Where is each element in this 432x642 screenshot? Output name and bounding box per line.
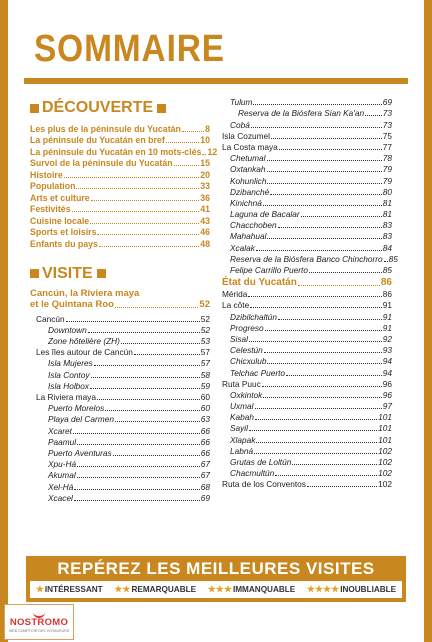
entry-label: Chacchoben xyxy=(230,220,277,231)
toc-entry[interactable] xyxy=(30,237,210,249)
region-heading[interactable] xyxy=(30,288,210,310)
entry-label: Xcalak xyxy=(230,242,255,253)
state-label: État du Yucatán xyxy=(222,277,297,288)
entry-label: Progreso xyxy=(230,322,264,333)
entry-page: 33 xyxy=(200,181,210,191)
dot-leader xyxy=(265,330,382,331)
entry-page: 91 xyxy=(382,300,392,311)
visite-heading-label: VISITE xyxy=(42,264,93,282)
dot-leader xyxy=(267,183,381,184)
toc-entry[interactable] xyxy=(222,378,392,389)
entry-label: Isla Mujeres xyxy=(48,358,93,369)
toc-entry[interactable] xyxy=(30,134,210,146)
toc-entry[interactable] xyxy=(30,436,210,447)
entry-page: 91 xyxy=(382,322,392,333)
logo-tagline: WEB COMPTOIR DES VOYAGEURS xyxy=(8,629,70,633)
dot-leader xyxy=(90,388,200,389)
entry-page: 96 xyxy=(382,378,392,389)
entry-page: 84 xyxy=(382,242,392,253)
entry-label: Oxtankah xyxy=(230,164,266,175)
legend-item xyxy=(208,584,296,595)
entry-label: Kohunlich xyxy=(230,175,267,186)
dot-leader xyxy=(77,477,200,478)
entry-page: 53 xyxy=(200,336,210,347)
dot-leader xyxy=(115,421,200,422)
entry-label: Kinichná xyxy=(230,197,262,208)
toc-entry[interactable] xyxy=(30,402,210,413)
toc-entry[interactable] xyxy=(30,469,210,480)
region-line-1: Cancún, la Riviera maya xyxy=(30,287,140,299)
toc-entry[interactable] xyxy=(222,467,392,478)
dot-leader xyxy=(166,142,199,143)
entry-label: Isla Holbox xyxy=(48,380,90,391)
entry-label: Mérida xyxy=(222,289,248,300)
dot-leader xyxy=(254,453,377,454)
dot-leader xyxy=(292,464,377,465)
entry-page: 101 xyxy=(378,423,392,434)
entry-page: 63 xyxy=(200,414,210,425)
toc-entry[interactable] xyxy=(222,141,392,152)
entry-label: Reserva de la Biósfera Banco Chinchorro xyxy=(230,253,383,264)
entry-label: Dzibanché xyxy=(230,186,270,197)
dot-leader xyxy=(174,165,200,166)
entry-label: Xpu-Há xyxy=(48,459,77,470)
legend-title: REPÉREZ LES MEILLEURES VISITES xyxy=(57,559,375,578)
toc-entry[interactable] xyxy=(222,107,392,118)
toc-entry[interactable] xyxy=(30,458,210,469)
entry-label: Arts et culture xyxy=(30,192,90,203)
dot-leader xyxy=(97,234,199,235)
entry-page: 86 xyxy=(382,289,392,300)
entry-label: Sports et loisirs xyxy=(30,227,97,237)
toc-entry[interactable] xyxy=(30,168,210,180)
entry-page: 57 xyxy=(200,358,210,369)
toc-entry[interactable] xyxy=(30,313,210,324)
entry-label: Labná xyxy=(230,445,254,456)
toc-entry[interactable] xyxy=(30,413,210,424)
toc-entry[interactable] xyxy=(222,264,392,275)
entry-label: Telchac Puerto xyxy=(230,367,286,378)
star-icon: ★ xyxy=(35,584,44,594)
dot-leader xyxy=(182,131,204,132)
entry-label: Cancún xyxy=(36,313,65,324)
left-border-strip xyxy=(0,0,8,642)
legend-label: INTÉRESSANT xyxy=(44,585,103,594)
dot-leader xyxy=(202,154,206,155)
dot-leader xyxy=(278,227,382,228)
entry-label: Ruta Puuc xyxy=(222,378,261,389)
entry-page: 60 xyxy=(200,403,210,414)
dot-leader xyxy=(105,410,200,411)
toc-entry[interactable] xyxy=(30,157,210,169)
dot-leader xyxy=(134,354,200,355)
entry-label: Uxmal xyxy=(230,401,254,412)
entry-page: 60 xyxy=(200,392,210,402)
dot-leader xyxy=(77,466,200,467)
entry-page: 92 xyxy=(382,333,392,344)
entry-page: 101 xyxy=(378,434,392,445)
entry-page: 73 xyxy=(382,119,392,130)
entry-page: 96 xyxy=(382,389,392,400)
entry-page: 69 xyxy=(382,97,392,108)
title-underline xyxy=(24,78,408,84)
toc-entry[interactable] xyxy=(222,230,392,241)
dot-leader xyxy=(307,486,377,487)
page-title: SOMMAIRE xyxy=(34,28,225,70)
dot-leader xyxy=(248,296,381,297)
dot-leader xyxy=(72,211,200,212)
entry-page: 75 xyxy=(382,130,392,141)
entry-page: 66 xyxy=(200,425,210,436)
toc-entry[interactable] xyxy=(222,456,392,467)
entry-page: 78 xyxy=(382,153,392,164)
toc-entry[interactable] xyxy=(30,203,210,215)
dot-leader xyxy=(99,246,199,247)
toc-entry[interactable] xyxy=(222,322,392,333)
entry-label: Survol de la péninsule du Yucatán xyxy=(30,158,173,168)
entry-page: 36 xyxy=(200,192,210,203)
entry-label: Akumal xyxy=(48,470,76,481)
entry-label: Tulum xyxy=(230,97,253,108)
square-bullet-icon xyxy=(30,104,39,113)
toc-entry[interactable] xyxy=(222,208,392,219)
toc-entry[interactable] xyxy=(222,96,392,107)
entry-label: Grutas de Loltún xyxy=(230,457,292,467)
toc-entry[interactable] xyxy=(30,380,210,391)
entry-label: Celestún xyxy=(230,345,263,356)
toc-entry[interactable] xyxy=(222,389,392,400)
entry-label: Les plus de la péninsule du Yucatán xyxy=(30,123,181,134)
dot-leader xyxy=(76,188,199,189)
entry-page: 67 xyxy=(200,470,210,481)
entry-page: 79 xyxy=(382,175,392,186)
toc-entry[interactable] xyxy=(222,186,392,197)
entry-label: Histoire xyxy=(30,169,63,180)
entry-page: 52 xyxy=(200,324,210,335)
dot-leader xyxy=(91,200,200,201)
toc-entry[interactable] xyxy=(222,174,392,185)
star-icon: ★★★★ xyxy=(306,584,340,594)
state-heading[interactable] xyxy=(222,275,392,288)
toc-entry[interactable] xyxy=(30,480,210,491)
toc-entry[interactable] xyxy=(222,445,392,456)
dot-leader xyxy=(263,397,381,398)
toc-entry[interactable] xyxy=(30,447,210,458)
toc-entry[interactable] xyxy=(30,226,210,238)
entry-page: 52 xyxy=(200,313,210,324)
entry-page: 58 xyxy=(200,369,210,380)
dot-leader xyxy=(115,307,198,308)
entry-page: 80 xyxy=(382,186,392,197)
entry-label: Xlapak xyxy=(230,434,256,445)
entry-label: Mahahual xyxy=(230,231,267,242)
entry-page: 10 xyxy=(200,135,210,145)
dot-leader xyxy=(270,194,382,195)
toc-entry[interactable] xyxy=(30,335,210,346)
visite-right-list-b xyxy=(222,288,392,489)
dot-leader xyxy=(267,171,382,172)
page-header xyxy=(24,22,408,86)
entry-page: 41 xyxy=(200,204,210,214)
toc-entry[interactable] xyxy=(222,130,392,141)
dot-leader xyxy=(267,238,381,239)
dot-leader xyxy=(365,115,382,116)
toc-entry[interactable] xyxy=(222,163,392,174)
decouverte-list xyxy=(30,122,218,249)
dot-leader xyxy=(255,408,382,409)
toc-entry[interactable] xyxy=(222,333,392,344)
dot-leader xyxy=(121,343,200,344)
dot-leader xyxy=(264,352,382,353)
entry-page: 102 xyxy=(378,445,392,456)
legend-label: IMMANQUABLE xyxy=(232,585,296,594)
right-column xyxy=(222,96,398,490)
dot-leader xyxy=(64,177,199,178)
entry-page: 101 xyxy=(378,412,392,423)
entry-label: Oxkintok xyxy=(230,389,263,400)
entry-page: 59 xyxy=(200,380,210,391)
toc-entry[interactable] xyxy=(30,324,210,335)
left-column xyxy=(30,98,218,503)
entry-page: 48 xyxy=(200,238,210,249)
entry-label: Chacmultún xyxy=(230,468,275,479)
dot-leader xyxy=(250,307,382,308)
entry-page: 46 xyxy=(200,227,210,237)
entry-page: 81 xyxy=(382,197,392,208)
dot-leader xyxy=(271,138,382,139)
entry-label: Zone hôtelière (ZH) xyxy=(48,336,120,347)
entry-label: Enfants du pays xyxy=(30,238,98,249)
dot-leader xyxy=(97,399,200,400)
state-page: 86 xyxy=(380,277,392,288)
entry-label: Cobá xyxy=(230,119,250,130)
entry-page: 94 xyxy=(382,367,392,378)
dot-leader xyxy=(88,332,200,333)
toc-entry[interactable] xyxy=(222,241,392,252)
dot-leader xyxy=(251,127,382,128)
entry-page: 12 xyxy=(207,146,218,157)
entry-label: La côte xyxy=(222,300,250,311)
dot-leader xyxy=(77,444,200,445)
dot-leader xyxy=(113,455,200,456)
entry-label: Laguna de Bacalar xyxy=(230,209,300,220)
entry-label: Isla Contoy xyxy=(48,369,90,380)
toc-entry[interactable] xyxy=(222,299,392,310)
entry-page: 20 xyxy=(200,169,210,180)
toc-entry[interactable] xyxy=(30,214,210,226)
visite-heading xyxy=(30,264,210,284)
entry-page: 77 xyxy=(382,141,392,152)
entry-page: 73 xyxy=(382,108,392,119)
dot-leader xyxy=(256,442,377,443)
entry-page: 79 xyxy=(382,164,392,175)
entry-page: 91 xyxy=(382,311,392,322)
entry-page: 43 xyxy=(200,215,210,226)
dot-leader xyxy=(262,386,382,387)
square-bullet-icon xyxy=(97,269,106,278)
legend-banner xyxy=(26,556,406,602)
entry-label: Festivités xyxy=(30,204,71,214)
toc-entry[interactable] xyxy=(30,424,210,435)
toc-entry[interactable] xyxy=(222,310,392,321)
entry-label: La péninsule du Yucatán en 10 mots-clés xyxy=(30,146,202,157)
square-bullet-icon xyxy=(157,104,166,113)
entry-label: Isla Cozumel xyxy=(222,130,270,141)
toc-entry[interactable] xyxy=(30,492,210,503)
toc-entry[interactable] xyxy=(30,368,210,379)
dot-leader xyxy=(249,341,382,342)
visite-right-list-a xyxy=(222,96,398,275)
toc-entry[interactable] xyxy=(222,400,392,411)
entry-label: Puerto Morelos xyxy=(48,403,105,414)
entry-label: Dzibilchaltún xyxy=(230,311,278,322)
toc-entry[interactable] xyxy=(222,118,392,129)
dot-leader xyxy=(94,365,200,366)
entry-page: 102 xyxy=(378,457,392,467)
toc-entry[interactable] xyxy=(30,191,210,203)
entry-label: Puerto Aventuras xyxy=(48,447,112,458)
dot-leader xyxy=(73,433,200,434)
entry-page: 66 xyxy=(200,436,210,447)
entry-label: Ruta de los Conventos xyxy=(222,479,306,490)
dot-leader xyxy=(286,375,382,376)
dot-leader xyxy=(275,475,377,476)
dot-leader xyxy=(267,363,381,364)
visite-left-list xyxy=(30,313,210,503)
entry-page: 83 xyxy=(382,220,392,231)
dot-leader xyxy=(256,250,382,251)
toc-entry[interactable] xyxy=(222,355,392,366)
toc-entry[interactable] xyxy=(222,411,392,422)
entry-page: 69 xyxy=(200,492,210,503)
toc-entry[interactable] xyxy=(222,219,392,230)
dot-leader xyxy=(278,319,382,320)
dot-leader xyxy=(74,489,199,490)
dot-leader xyxy=(263,205,382,206)
dot-leader xyxy=(90,223,199,224)
entry-page: 8 xyxy=(205,123,210,134)
dot-leader xyxy=(74,500,200,501)
dot-leader xyxy=(255,419,377,420)
entry-label: Population xyxy=(30,181,76,191)
entry-label: La Costa maya xyxy=(222,141,278,152)
entry-page: 57 xyxy=(200,347,210,358)
dot-leader xyxy=(384,261,388,262)
right-border-strip xyxy=(424,0,432,642)
dot-leader xyxy=(91,377,200,378)
toc-entry[interactable] xyxy=(222,478,392,489)
publisher-logo xyxy=(4,604,74,640)
entry-page: 85 xyxy=(382,265,392,275)
legend-label: INOUBLIABLE xyxy=(340,585,397,594)
entry-page: 97 xyxy=(382,401,392,412)
star-icon: ★★ xyxy=(114,584,131,594)
toc-entry[interactable] xyxy=(222,197,392,208)
entry-label: Les îles autour de Cancún xyxy=(36,347,133,358)
toc-entry[interactable] xyxy=(222,288,392,299)
toc-entry[interactable] xyxy=(222,253,398,264)
region-page: 52 xyxy=(199,298,210,310)
toc-entry[interactable] xyxy=(30,180,210,192)
entry-label: Chetumal xyxy=(230,153,266,164)
entry-page: 85 xyxy=(388,253,398,264)
toc-entry[interactable] xyxy=(222,344,392,355)
entry-page: 15 xyxy=(200,158,210,168)
entry-label: Felipe Carrillo Puerto xyxy=(230,265,308,275)
entry-label: La Riviera maya xyxy=(36,392,96,402)
legend-bar xyxy=(30,581,402,598)
toc-entry[interactable] xyxy=(30,357,210,368)
toc-entry[interactable] xyxy=(222,433,392,444)
entry-page: 81 xyxy=(382,209,392,220)
decouverte-heading xyxy=(30,98,210,118)
dot-leader xyxy=(66,321,200,322)
toc-entry[interactable] xyxy=(222,422,392,433)
toc-entry[interactable] xyxy=(30,346,210,357)
entry-label: Downtown xyxy=(48,324,87,335)
dot-leader xyxy=(253,104,381,105)
entry-label: Sayil xyxy=(230,423,248,434)
entry-page: 93 xyxy=(382,345,392,356)
entry-label: Cuisine locale xyxy=(30,215,90,226)
entry-page: 67 xyxy=(200,459,210,470)
entry-page: 66 xyxy=(200,447,210,458)
entry-page: 102 xyxy=(378,479,392,490)
toc-entry[interactable] xyxy=(30,391,210,402)
toc-entry[interactable] xyxy=(222,152,392,163)
entry-label: Xel-Há xyxy=(48,481,74,492)
toc-entry[interactable] xyxy=(222,366,392,377)
square-bullet-icon xyxy=(30,269,39,278)
entry-label: Chicxulub xyxy=(230,356,267,367)
entry-page: 94 xyxy=(382,356,392,367)
entry-label: Xcacel xyxy=(48,492,73,503)
entry-label: Reserva de la Biósfera Sian Ka'an xyxy=(238,108,365,119)
dot-leader xyxy=(298,285,380,286)
logo-name: NOSTROMO xyxy=(9,617,69,628)
entry-label: La péninsule du Yucatán en bref xyxy=(30,135,165,145)
entry-label: Playa del Carmen xyxy=(48,414,114,425)
star-icon: ★★★ xyxy=(207,584,232,594)
dot-leader xyxy=(301,216,382,217)
decouverte-heading-label: DÉCOUVERTE xyxy=(42,99,154,116)
legend-item xyxy=(114,584,196,595)
legend-item xyxy=(307,584,396,595)
entry-page: 102 xyxy=(378,468,392,479)
dot-leader xyxy=(249,430,377,431)
entry-label: Sisal xyxy=(230,333,248,344)
entry-label: Paamul xyxy=(48,436,77,447)
legend-label: REMARQUABLE xyxy=(131,585,197,594)
toc-entry[interactable] xyxy=(30,122,210,134)
entry-label: Kabah xyxy=(230,412,254,423)
toc-entry[interactable] xyxy=(30,145,218,157)
entry-label: Xcaret xyxy=(48,425,72,436)
legend-item xyxy=(36,584,103,595)
region-line-2: et le Quintana Roo xyxy=(30,298,114,310)
entry-page: 83 xyxy=(382,231,392,242)
dot-leader xyxy=(309,272,382,273)
dot-leader xyxy=(267,160,382,161)
entry-page: 68 xyxy=(200,481,210,492)
dot-leader xyxy=(279,149,382,150)
